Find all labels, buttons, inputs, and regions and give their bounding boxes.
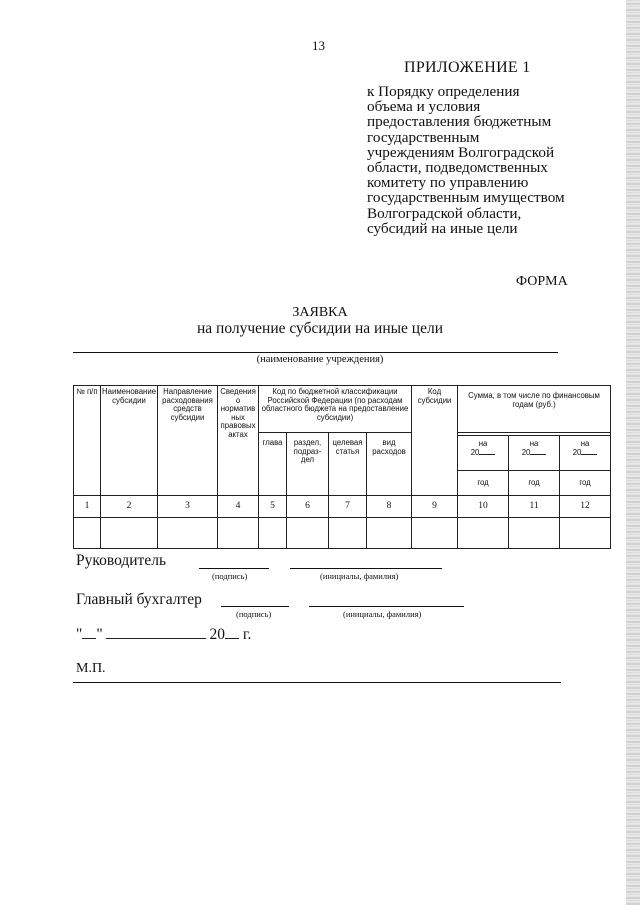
- header-vid: вид расходов: [367, 433, 412, 496]
- year-header-1: [458, 436, 509, 471]
- table-cell[interactable]: [458, 518, 509, 549]
- accountant-label: Главный бухгалтер: [76, 591, 202, 608]
- year-label-2: год: [509, 471, 560, 496]
- appendix-line: субсидий на иные цели: [367, 219, 518, 237]
- institution-name-line[interactable]: [73, 352, 558, 353]
- column-number: 4: [218, 496, 259, 518]
- header-num: № п/п: [74, 386, 101, 496]
- column-number: 5: [259, 496, 287, 518]
- date-year: 20: [209, 626, 226, 643]
- column-number: 12: [560, 496, 611, 518]
- appendix-text: [367, 84, 572, 236]
- appendix-line: предоставления бюджетным: [367, 113, 552, 131]
- header-name: Наименование субсидии: [101, 386, 158, 496]
- form-label: ФОРМА: [516, 274, 568, 289]
- year-prefix: на: [529, 439, 539, 448]
- table-cell[interactable]: [509, 518, 560, 549]
- table-cell[interactable]: [329, 518, 367, 549]
- table-cell[interactable]: [218, 518, 259, 549]
- column-number: 7: [329, 496, 367, 518]
- accountant-signature-caption: (подпись): [236, 609, 272, 619]
- application-title: ЗАЯВКА: [292, 305, 348, 320]
- date-suffix: г.: [242, 626, 252, 643]
- accountant-initials-caption: (инициалы, фамилия): [343, 609, 422, 619]
- date-quote-open: ": [76, 626, 83, 643]
- year-label-3: год: [560, 471, 611, 496]
- table-cell[interactable]: [259, 518, 287, 549]
- table-cell[interactable]: [367, 518, 412, 549]
- table-cell[interactable]: [287, 518, 329, 549]
- header-glava: глава: [259, 433, 287, 496]
- head-initials-caption: (инициалы, фамилия): [320, 571, 399, 581]
- header-target: целевая статья: [329, 433, 367, 496]
- appendix-line: к Порядку определения: [367, 83, 520, 100]
- column-number: 6: [287, 496, 329, 518]
- appendix-line: объема и условия: [367, 98, 481, 116]
- accountant-signature-line[interactable]: [221, 606, 289, 607]
- institution-caption: (наименование учреждения): [256, 354, 384, 365]
- appendix-line: Волгоградской области,: [367, 204, 522, 222]
- scan-edge: [626, 0, 640, 905]
- date-day-blank[interactable]: [82, 638, 96, 639]
- year-prefix: на: [478, 439, 488, 448]
- year-value: 20: [510, 449, 558, 458]
- application-table: [73, 385, 611, 549]
- year-value: 20: [561, 449, 609, 458]
- appendix-line: государственным имуществом: [367, 189, 565, 207]
- table-cell[interactable]: [412, 518, 458, 549]
- table-row: [74, 518, 611, 549]
- application-subtitle: на получение субсидии на иные цели: [196, 320, 444, 337]
- header-code: Код субсидии: [412, 386, 458, 496]
- header-sum: Сумма, в том числе по финансовым годам (руб.): [458, 386, 611, 433]
- appendix-title: ПРИЛОЖЕНИЕ 1: [404, 59, 531, 76]
- date-quote-close: ": [96, 626, 103, 643]
- column-number: 9: [412, 496, 458, 518]
- head-signature-caption: (подпись): [212, 571, 248, 581]
- table-cell[interactable]: [101, 518, 158, 549]
- column-number: 11: [509, 496, 560, 518]
- header-razdel: раздел, подраз- дел: [287, 433, 329, 496]
- year-label-1: год: [458, 471, 509, 496]
- column-number: 1: [74, 496, 101, 518]
- year-value: 20: [459, 449, 507, 458]
- head-signature-line[interactable]: [199, 568, 269, 569]
- header-legal-acts: Сведения о норматив ных правовых актах: [218, 386, 259, 496]
- bottom-line: [73, 682, 561, 683]
- column-number: 2: [101, 496, 158, 518]
- year-header-2: [509, 436, 560, 471]
- stamp-label: М.П.: [76, 661, 106, 676]
- appendix-line: комитету по управлению: [367, 174, 529, 192]
- page-number: 13: [312, 38, 325, 53]
- table-cell[interactable]: [74, 518, 101, 549]
- column-number: 3: [158, 496, 218, 518]
- head-label: Руководитель: [76, 552, 167, 569]
- accountant-initials-line[interactable]: [309, 606, 464, 607]
- date-year-blank[interactable]: [225, 638, 239, 639]
- appendix-line: учреждениям Волгоградской: [367, 143, 555, 161]
- appendix-line: области, подведомственных: [367, 159, 548, 177]
- date-month-blank[interactable]: [106, 638, 206, 639]
- column-number: 8: [367, 496, 412, 518]
- head-initials-line[interactable]: [290, 568, 442, 569]
- appendix-line: государственным: [367, 128, 480, 146]
- column-number: 10: [458, 496, 509, 518]
- date-line: [76, 626, 251, 644]
- header-direction: Направление расходования средств субсидии: [158, 386, 218, 496]
- header-kbk: Код по бюджетной классификации Российской Федерации (по расходам областного бюджета на предоставление субсидии): [259, 386, 412, 433]
- year-prefix: на: [580, 439, 590, 448]
- table-cell[interactable]: [560, 518, 611, 549]
- year-header-3: [560, 436, 611, 471]
- table-cell[interactable]: [158, 518, 218, 549]
